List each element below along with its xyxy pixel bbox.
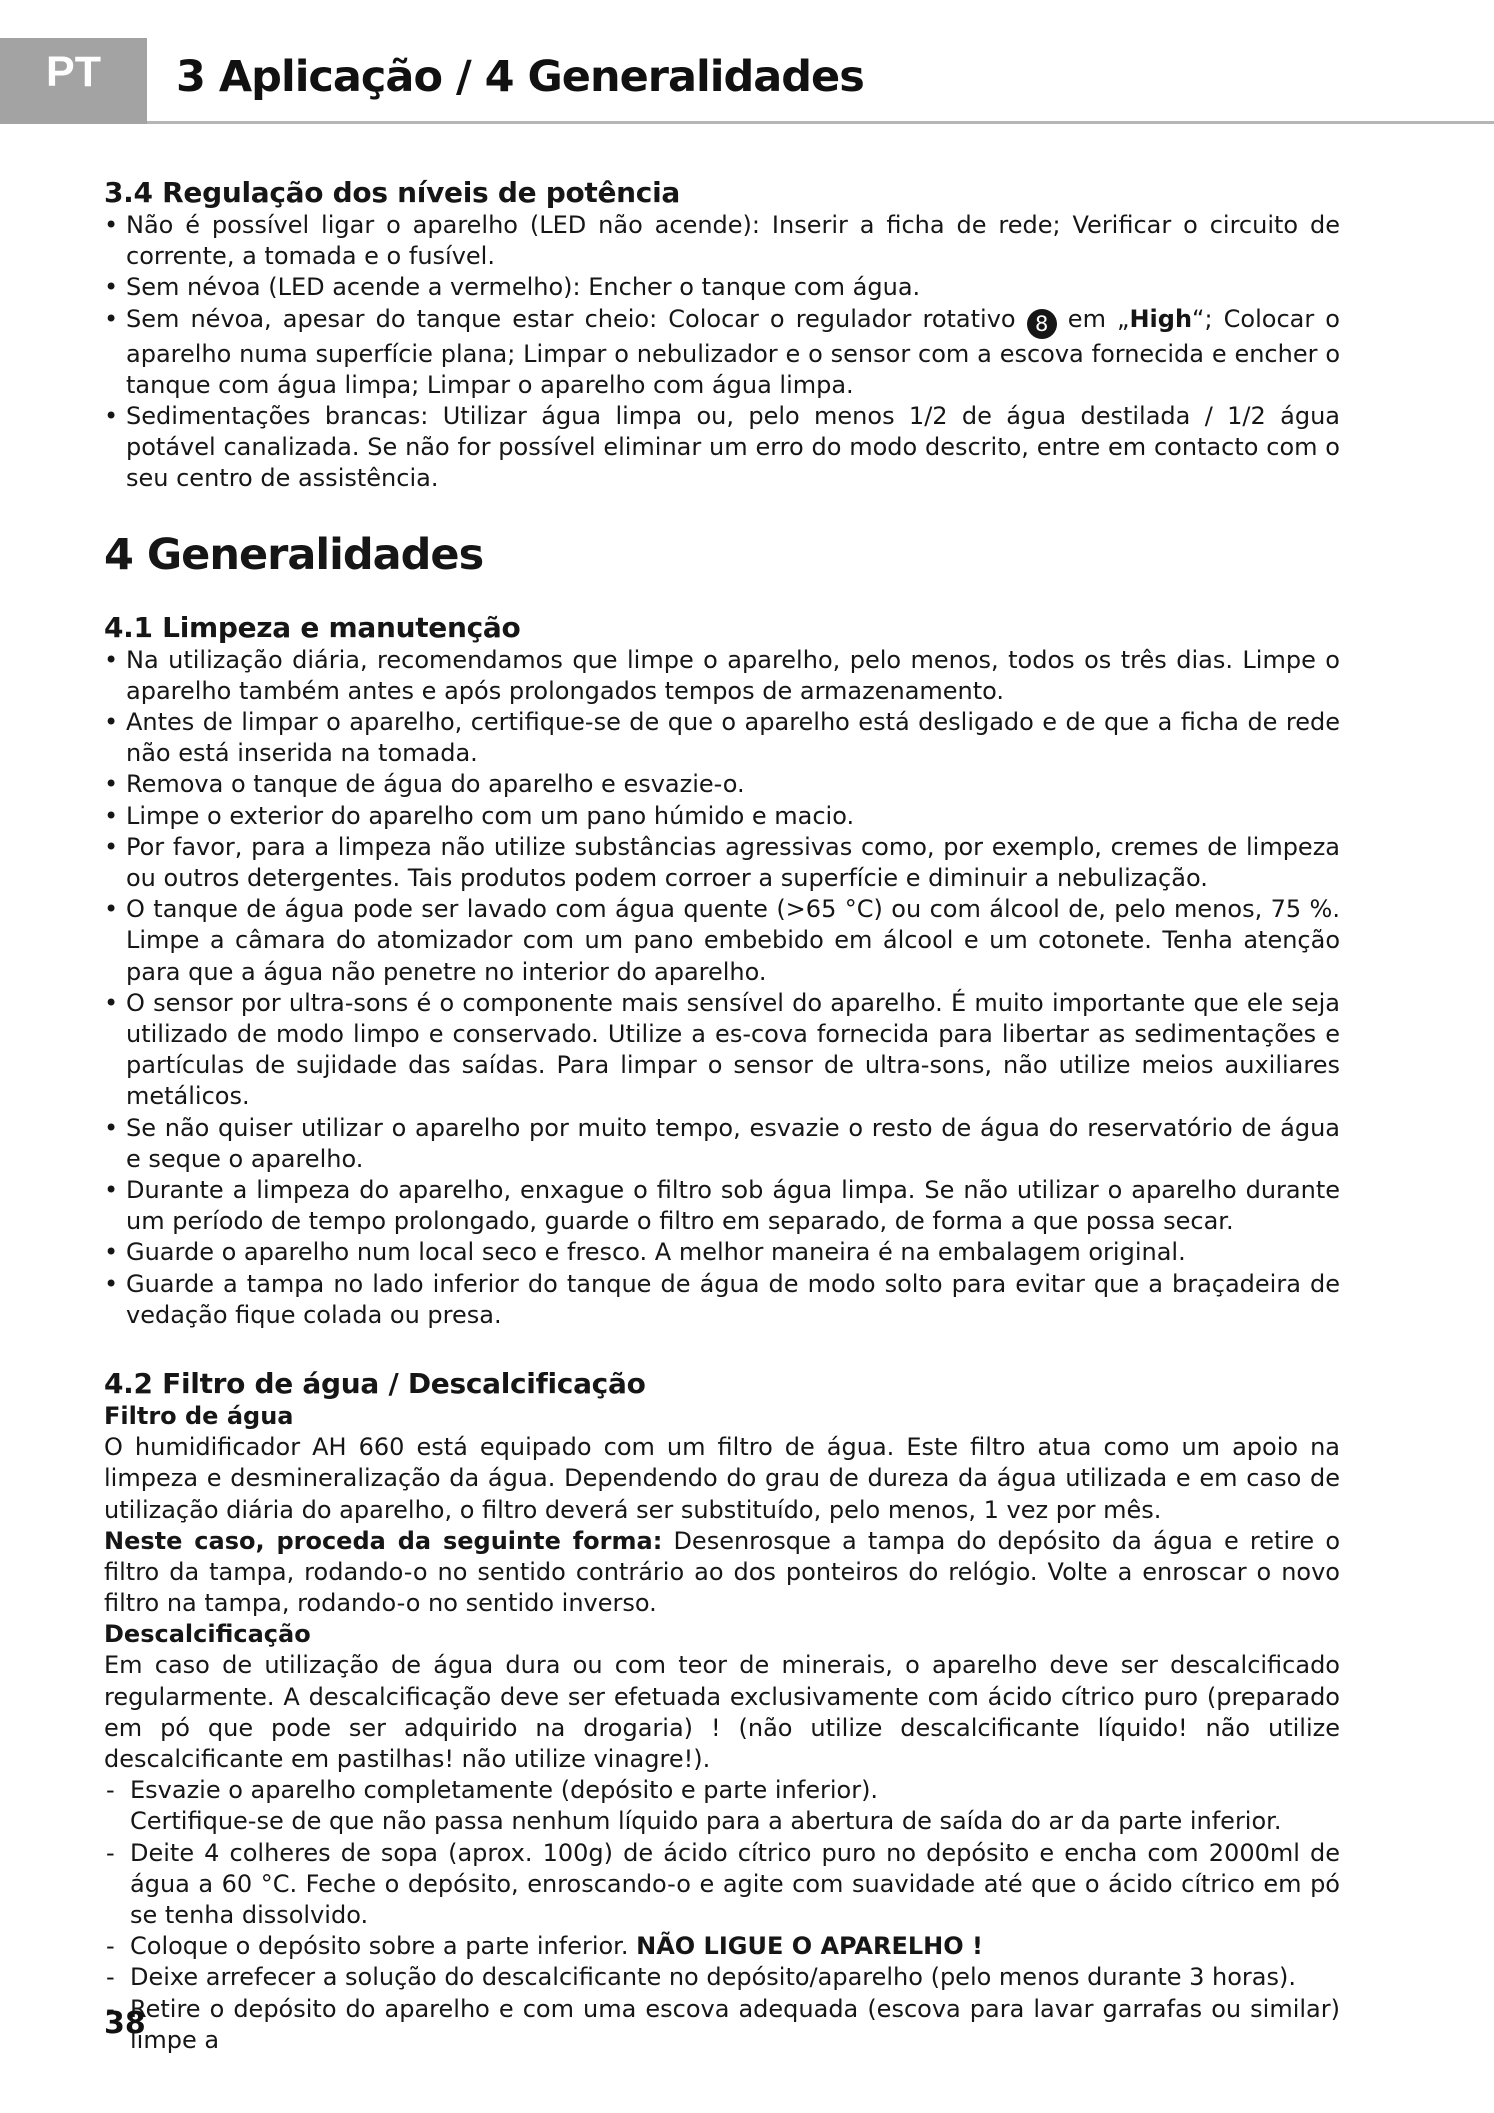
list-item: - Retire o depósito do aparelho e com uma escova adequada (escova para lavar garrafas ou similar) limpe a <box>104 1994 1340 2056</box>
filter-heading: Filtro de água <box>104 1402 294 1431</box>
descaling-paragraph: Em caso de utilização de água dura ou com teor de minerais, o aparelho deve ser descalcificado regularmente. A descalcificação deve ser efetuada exclusivamente com ácido cítrico puro (preparado em pó que pode ser adquirido na drogaria) ! (não utilize descalcificante líquido! não utilize descalcificante em pastilhas! não utilize vinagre!). <box>104 1651 1340 1773</box>
list-item: • Sem névoa (LED acende a vermelho): Encher o tanque com água. <box>104 272 1340 303</box>
list-item: • Guarde o aparelho num local seco e fresco. A melhor maneira é na embalagem original. <box>104 1237 1340 1268</box>
list-item: • O sensor por ultra-sons é o componente mais sensível do aparelho. É muito importante que ele seja utilizado de modo limpo e conservado. Utilize a es-cova fornecida para libertar as sedimentações e partículas de sujidade das saídas. Para limpar o sensor de ultra-sons, não utilize meios auxiliares metálicos. <box>104 988 1340 1113</box>
step-note: Certifique-se de que não passa nenhum líquido para a abertura de saída do ar da parte inferior. <box>130 1807 1282 1836</box>
section-4-2-title: 4.2 Filtro de água / Descalcificação <box>104 1367 646 1401</box>
filter-paragraph: O humidificador AH 660 está equipado com um filtro de água. Este filtro atua como um apoio na limpeza e desmineralização da água. Dependendo do grau de dureza da água utilizada e em caso de utilização diária do aparelho, o filtro deverá ser substituído, pelo menos, 1 vez por mês. <box>104 1433 1340 1524</box>
descaling-steps <box>104 1775 1340 2056</box>
filter-instructions-lead: Neste caso, proceda da seguinte forma: <box>104 1526 663 1555</box>
chapter-4-title: 4 Generalidades <box>104 529 484 580</box>
header-rule <box>147 121 1494 124</box>
list-item: - Deixe arrefecer a solução do descalcificante no depósito/aparelho (pelo menos durante 3 horas). <box>104 1962 1340 1993</box>
language-tab: PT <box>0 38 147 124</box>
list-item-text: em „ <box>1067 304 1130 333</box>
list-item-text: “; Colocar o aparelho numa superfície plana; Limpar o nebulizador e o sensor com a escova fornecida e encher o tanque com água limpa; Limpar o aparelho com água limpa. <box>126 304 1340 399</box>
list-item <box>104 304 1340 401</box>
descaling-heading: Descalcificação <box>104 1620 311 1649</box>
high-setting-label: High <box>1129 304 1193 333</box>
step-text: Coloque o depósito sobre a parte inferior. <box>130 1932 637 1961</box>
step-text: Esvazie o aparelho completamente (depósito e parte inferior). <box>130 1776 879 1805</box>
section-3-4-title: 3.4 Regulação dos níveis de potência <box>104 176 680 209</box>
list-item: • Antes de limpar o aparelho, certifique-se de que o aparelho está desligado e de que a ficha de rede não está inserida na tomada. <box>104 707 1340 769</box>
list-item: • Se não quiser utilizar o aparelho por muito tempo, esvazie o resto de água do reservatório de água e seque o aparelho. <box>104 1113 1340 1175</box>
list-item: • Não é possível ligar o aparelho (LED não acende): Inserir a ficha de rede; Verificar o circuito de corrente, a tomada e o fusível. <box>104 210 1340 272</box>
control-number-badge: 8 <box>1027 309 1057 339</box>
filter-instructions <box>104 1526 1340 1620</box>
list-item: • Remova o tanque de água do aparelho e esvazie-o. <box>104 769 1340 800</box>
page-header <box>0 0 1494 124</box>
list-item: - Deite 4 colheres de sopa (aprox. 100g) de ácido cítrico puro no depósito e encha com 2000ml de água a 60 °C. Feche o depósito, enroscando-o e agite com suavidade até que o ácido cítrico em pó se tenha dissolvido. <box>104 1838 1340 1932</box>
list-item-text: Sem névoa, apesar do tanque estar cheio: Colocar o regulador rotativo <box>126 304 1016 333</box>
list-item: • Guarde a tampa no lado inferior do tanque de água de modo solto para evitar que a braçadeira de vedação fique colada ou presa. <box>104 1269 1340 1331</box>
list-item <box>104 1931 1340 1962</box>
page-number: 38 <box>104 2006 146 2041</box>
page-content <box>104 176 1340 2056</box>
filter-instructions-text: Desenrosque a tampa do depósito da água e retire o filtro da tampa, rodando-o no sentido contrário ao dos ponteiros do relógio. Volte a enroscar o novo filtro na tampa, rodando-o no sentido inverso. <box>104 1526 1341 1618</box>
list-item: • O tanque de água pode ser lavado com água quente (>65 °C) ou com álcool de, pelo menos, 75 %. Limpe a câmara do atomizador com um pano embebido em álcool e um cotonete. Tenha atenção para que a água não penetre no interior do aparelho. <box>104 894 1340 988</box>
section-4-1-list <box>104 645 1340 1331</box>
list-item: • Na utilização diária, recomendamos que limpe o aparelho, pelo menos, todos os três dias. Limpe o aparelho também antes e após prolongados tempos de armazenamento. <box>104 645 1340 707</box>
list-item: • Limpe o exterior do aparelho com um pano húmido e macio. <box>104 801 1340 832</box>
list-item <box>104 1775 1340 1837</box>
list-item: • Sedimentações brancas: Utilizar água limpa ou, pelo menos 1/2 de água destilada / 1/2 água potável canalizada. Se não for possível eliminar um erro do modo descrito, entre em contacto com o seu centro de assistência. <box>104 401 1340 495</box>
section-3-4-list <box>104 210 1340 495</box>
section-4-1-title: 4.1 Limpeza e manutenção <box>104 610 521 644</box>
list-item: • Por favor, para a limpeza não utilize substâncias agressivas como, por exemplo, cremes de limpeza ou outros detergentes. Tais produtos podem corroer a superfície e diminuir a nebulização. <box>104 832 1340 894</box>
list-item: • Durante a limpeza do aparelho, enxague o filtro sob água limpa. Se não utilizar o aparelho durante um período de tempo prolongado, guarde o filtro em separado, de forma a que possa secar. <box>104 1175 1340 1237</box>
warning-text: NÃO LIGUE O APARELHO ! <box>636 1932 983 1961</box>
header-title: 3 Aplicação / 4 Generalidades <box>176 52 864 102</box>
